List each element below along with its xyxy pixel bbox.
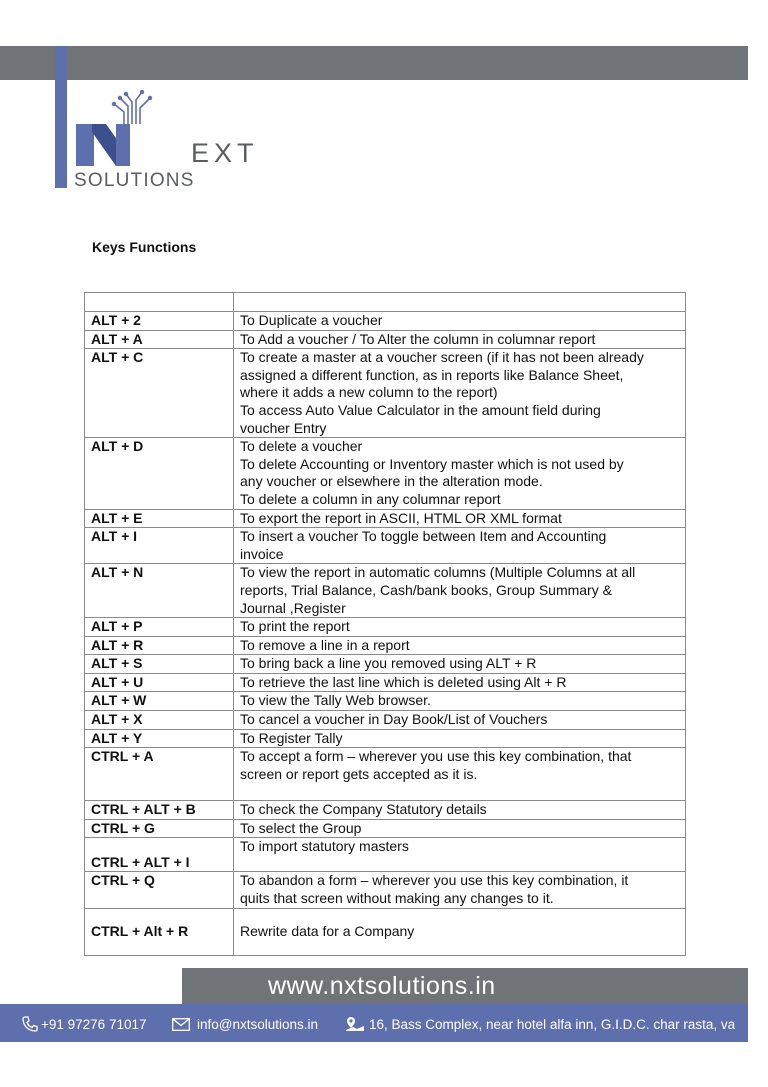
- logo-solutions-text: SOLUTIONS: [74, 170, 195, 191]
- key-combination: ALT + 2: [85, 312, 234, 331]
- table-row: [85, 711, 686, 730]
- table-row: [85, 312, 686, 331]
- table-row: [85, 655, 686, 674]
- table-row: [85, 636, 686, 655]
- email-icon: [172, 1018, 190, 1031]
- key-function: [234, 908, 686, 955]
- key-function: [234, 509, 686, 528]
- function-line: To Register Tally: [240, 729, 343, 746]
- key-combination: ALT + A: [85, 330, 234, 349]
- key-combination: ALT + Y: [85, 729, 234, 748]
- function-line: To insert a voucher To toggle between Item and Accounting: [240, 528, 607, 545]
- key-function: [234, 293, 686, 312]
- logo-ext-text: EXT: [191, 138, 259, 168]
- key-combination: CTRL + Q: [85, 872, 234, 908]
- table-row: [85, 838, 686, 872]
- key-combination: ALT + X: [85, 711, 234, 730]
- footer-phone[interactable]: +91 97276 71017: [41, 1017, 147, 1032]
- location-icon: [345, 1016, 365, 1032]
- function-line: To delete Accounting or Inventory master which is not used by: [240, 455, 624, 472]
- key-function: [234, 711, 686, 730]
- key-combination: ALT + P: [85, 618, 234, 637]
- key-combination: ALT + R: [85, 636, 234, 655]
- function-line: To Duplicate a voucher: [240, 312, 383, 328]
- footer-website[interactable]: www.nxtsolutions.in: [268, 972, 496, 1000]
- company-logo: [68, 86, 259, 194]
- function-line: To check the Company Statutory details: [240, 801, 487, 818]
- key-function: [234, 330, 686, 349]
- table-row: [85, 509, 686, 528]
- function-line: To delete a voucher: [240, 438, 363, 455]
- key-function: [234, 349, 686, 438]
- function-line: screen or report gets accepted as it is.: [240, 765, 478, 782]
- key-function: [234, 692, 686, 711]
- table-row: [85, 801, 686, 820]
- key-combination: CTRL + A: [85, 748, 234, 801]
- table-row: [85, 564, 686, 618]
- function-line: To remove a line in a report: [240, 636, 410, 653]
- table-row: [85, 528, 686, 564]
- logo-accent-bar: [55, 46, 67, 188]
- key-combination: ALT + N: [85, 564, 234, 618]
- key-combination: ALT + E: [85, 509, 234, 528]
- key-function: [234, 636, 686, 655]
- function-line: To export the report in ASCII, HTML OR XML format: [240, 509, 562, 526]
- function-line: To access Auto Value Calculator in the amount field during: [240, 401, 601, 418]
- function-line: Journal ,Register: [240, 599, 346, 616]
- phone-icon: [22, 1016, 38, 1032]
- key-function: [234, 528, 686, 564]
- function-line: To select the Group: [240, 819, 362, 836]
- key-combination: CTRL + G: [85, 819, 234, 838]
- function-line: where it adds a new column to the report): [240, 384, 498, 401]
- function-line: Rewrite data for a Company: [240, 922, 415, 939]
- table-row: [85, 330, 686, 349]
- function-line: voucher Entry: [240, 419, 327, 436]
- function-line: invoice: [240, 545, 284, 562]
- table-row: [85, 748, 686, 801]
- key-function: [234, 838, 686, 872]
- key-function: [234, 819, 686, 838]
- table-row: [85, 872, 686, 908]
- table-row: [85, 349, 686, 438]
- table-row: [85, 673, 686, 692]
- key-combination: ALT + C: [85, 349, 234, 438]
- table-row: [85, 618, 686, 637]
- function-line: To view the Tally Web browser.: [240, 692, 431, 709]
- function-line: To create a master at a voucher screen (if it has not been already: [240, 349, 644, 366]
- footer-address: 16, Bass Complex, near hotel alfa inn, G.I.D.C. char rasta, va: [369, 1017, 736, 1032]
- key-function: [234, 729, 686, 748]
- key-combination: [85, 293, 234, 312]
- key-combination: CTRL + ALT + B: [85, 801, 234, 820]
- key-function: [234, 748, 686, 801]
- key-function: [234, 655, 686, 674]
- key-function: [234, 618, 686, 637]
- key-combination: CTRL + Alt + R: [85, 908, 234, 955]
- footer-email[interactable]: info@nxtsolutions.in: [197, 1017, 319, 1032]
- key-function: [234, 438, 686, 509]
- table-row: [85, 908, 686, 955]
- function-line: To abandon a form – wherever you use this key combination, it: [240, 872, 629, 889]
- key-functions-table: [84, 292, 686, 956]
- key-function: [234, 801, 686, 820]
- function-line: To delete a column in any columnar report: [240, 490, 501, 507]
- key-function: [234, 673, 686, 692]
- function-line: any voucher or elsewhere in the alteration mode.: [240, 473, 543, 490]
- table-row: [85, 729, 686, 748]
- function-line: quits that screen without making any changes to it.: [240, 890, 554, 907]
- function-line: To print the report: [240, 618, 350, 635]
- key-function: [234, 564, 686, 618]
- key-combination: ALT + W: [85, 692, 234, 711]
- key-function: [234, 872, 686, 908]
- function-line: To import statutory masters: [240, 838, 409, 855]
- function-line: To Add a voucher / To Alter the column in columnar report: [240, 330, 596, 347]
- table-row: [85, 692, 686, 711]
- function-line: assigned a different function, as in reports like Balance Sheet,: [240, 366, 624, 383]
- function-line: reports, Trial Balance, Cash/bank books, Group Summary &: [240, 581, 612, 598]
- table-row: [85, 293, 686, 312]
- key-combination: ALT + S: [85, 655, 234, 674]
- table-row: [85, 438, 686, 509]
- function-line: To retrieve the last line which is deleted using Alt + R: [240, 673, 567, 690]
- key-combination: ALT + U: [85, 673, 234, 692]
- key-combination: CTRL + ALT + I: [85, 838, 234, 872]
- page-title: Keys Functions: [92, 239, 197, 255]
- function-line: To accept a form – wherever you use this key combination, that: [240, 748, 632, 765]
- key-combination: ALT + I: [85, 528, 234, 564]
- function-line: To bring back a line you removed using ALT + R: [240, 655, 537, 672]
- function-line: To cancel a voucher in Day Book/List of Vouchers: [240, 711, 548, 728]
- key-combination: ALT + D: [85, 438, 234, 509]
- function-line: To view the report in automatic columns (Multiple Columns at all: [240, 564, 636, 581]
- header-band: [0, 46, 748, 80]
- key-function: [234, 312, 686, 331]
- table-row: [85, 819, 686, 838]
